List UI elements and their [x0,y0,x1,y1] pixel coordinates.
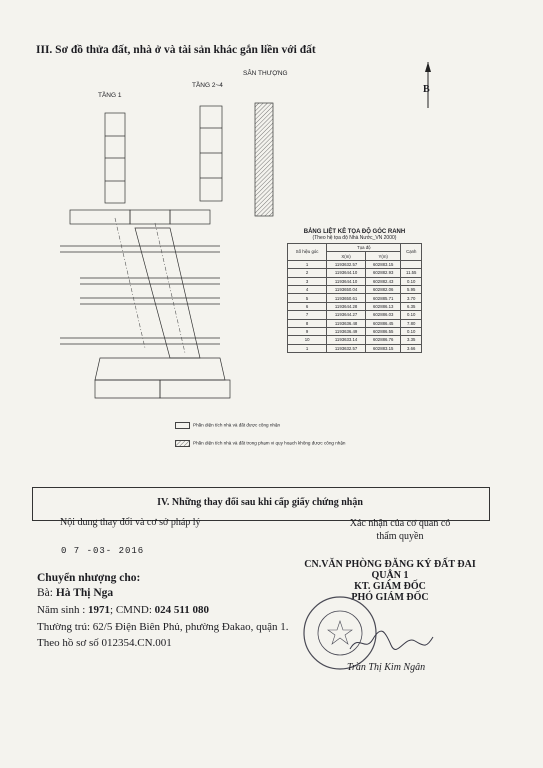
coord-x: 1193636.49 [327,327,366,335]
section4-title: IV. Những thay đổi sau khi cấp giấy chứng nhận [157,497,363,508]
recipient-name: Hà Thị Nga [55,587,114,599]
coord-y: 602886.76 [365,336,401,344]
coord-x: 1193632.57 [327,260,366,268]
coord-y: 602886.03 [365,311,401,319]
coord-point: 3 [288,277,327,285]
coord-edge: 0.10 [401,327,422,335]
coord-point: 7 [288,311,327,319]
coord-y: 602882.06 [365,285,401,293]
coord-x: 1193644.10 [327,277,366,285]
legend-item-recognized [175,422,280,429]
coord-edge: 3.35 [401,336,422,344]
coord-x: 1193632.57 [327,344,366,352]
coord-point: 1 [288,344,327,352]
legend-item-planning [175,440,345,447]
coord-edge: 11.55 [401,269,422,277]
coord-header-y: Y(m) [365,252,401,260]
coord-edge [401,260,422,268]
coord-y: 602883.15 [365,260,401,268]
address-line: Thường trú: 62/5 Điện Biên Phủ, phường Đakao, quận 1. [37,621,289,633]
changes-column-header: Nội dung thay đổi và cơ sở pháp lý [60,517,201,528]
coord-header-point: Số hiệu góc [288,244,327,261]
coord-point: 6 [288,302,327,310]
legend-text: Phần diện tích nhà và đất trong phạm vi quy hoạch không được công nhận [193,440,346,446]
coordinates-row [288,294,422,302]
coord-point: 9 [288,327,327,335]
coord-point: 1 [288,260,327,268]
signature [345,625,435,659]
kt-line: KT. GIÁM ĐỐC [354,581,426,592]
coord-x: 1193650.61 [327,294,366,302]
coordinates-row [288,319,422,327]
signer-name: Trần Thị Kim Ngân [347,662,426,673]
coord-y: 602885.71 [365,294,401,302]
coord-edge: 5.95 [401,285,422,293]
position-line: PHÓ GIÁM ĐỐC [351,592,429,603]
coord-point: 2 [288,269,327,277]
coordinates-row [288,260,422,268]
coord-header-coords: Tọa độ [327,244,401,252]
coord-header-x: X(m) [327,252,366,260]
coordinates-subtitle: (Theo hệ tọa độ Nhà Nước_VN 2000) [312,235,397,241]
plan-ground-label: TẦNG 1 [98,92,122,99]
coordinates-row [288,277,422,285]
coord-x: 1193650.04 [327,285,366,293]
coordinates-row [288,302,422,310]
recipient-line [37,587,113,599]
coord-point: 8 [288,319,327,327]
coordinates-row [288,311,422,319]
legend-swatch-hatched [175,440,190,447]
coord-header-edge: Cạnh [401,244,422,261]
coord-x: 1193644.28 [327,302,366,310]
coordinates-row [288,344,422,352]
coord-y: 602886.45 [365,319,401,327]
coord-point: 5 [288,294,327,302]
coordinates-row [288,269,422,277]
id-prefix: ; CMND: [110,604,155,616]
coord-edge: 0.10 [401,277,422,285]
coord-edge: 7.80 [401,319,422,327]
birth-year: 1971 [88,604,111,616]
coord-x: 1193644.27 [327,311,366,319]
birth-id-line [37,604,209,616]
legend-text: Phần diện tích nhà và đất được công nhận [193,422,281,428]
coord-edge: 6.35 [401,302,422,310]
section3-title: III. Sơ đồ thửa đất, nhà ở và tài sản khác gắn liền với đất [36,44,316,56]
confirmation-column-header: Xác nhận của cơ quan có thẩm quyền [349,518,451,542]
plan-roof-label: SÂN THƯỢNG [243,70,288,77]
id-number: 024 511 080 [154,604,210,616]
coord-y: 602886.55 [365,327,401,335]
north-label: B [423,84,430,95]
coordinates-table [287,243,422,353]
change-date: 0 7 -03- 2016 [61,546,145,556]
transfer-heading: Chuyển nhượng cho: [37,572,141,584]
coordinates-block [287,229,422,353]
coordinates-row [288,327,422,335]
birth-prefix: Năm sinh : [37,604,89,616]
coordinates-row [288,285,422,293]
coord-edge: 3.66 [401,344,422,352]
coord-y: 602886.13 [365,302,401,310]
coord-edge: 0.10 [401,311,422,319]
coord-point: 4 [288,285,327,293]
coord-edge: 3.70 [401,294,422,302]
recipient-prefix: Bà: [37,587,56,599]
coordinates-row [288,336,422,344]
office-name: CN.VĂN PHÒNG ĐĂNG KÝ ĐẤT ĐAI QUẬN 1 [304,559,476,581]
coord-x: 1193633.14 [327,336,366,344]
legend-swatch-plain [175,422,190,429]
coord-point: 10 [288,336,327,344]
coord-y: 602882.43 [365,277,401,285]
coord-x: 1193644.10 [327,269,366,277]
coord-y: 602882.93 [365,269,401,277]
coord-y: 602883.15 [365,344,401,352]
coordinates-title: BẢNG LIỆT KÊ TỌA ĐỘ GÓC RANH [303,229,406,235]
plan-upper-label: TẦNG 2~4 [192,82,223,89]
coord-x: 1193636.48 [327,319,366,327]
file-reference: Theo hồ sơ số 012354.CN.001 [37,637,172,649]
coordinates-table-body [288,260,422,352]
site-plan-drawing [60,98,300,438]
